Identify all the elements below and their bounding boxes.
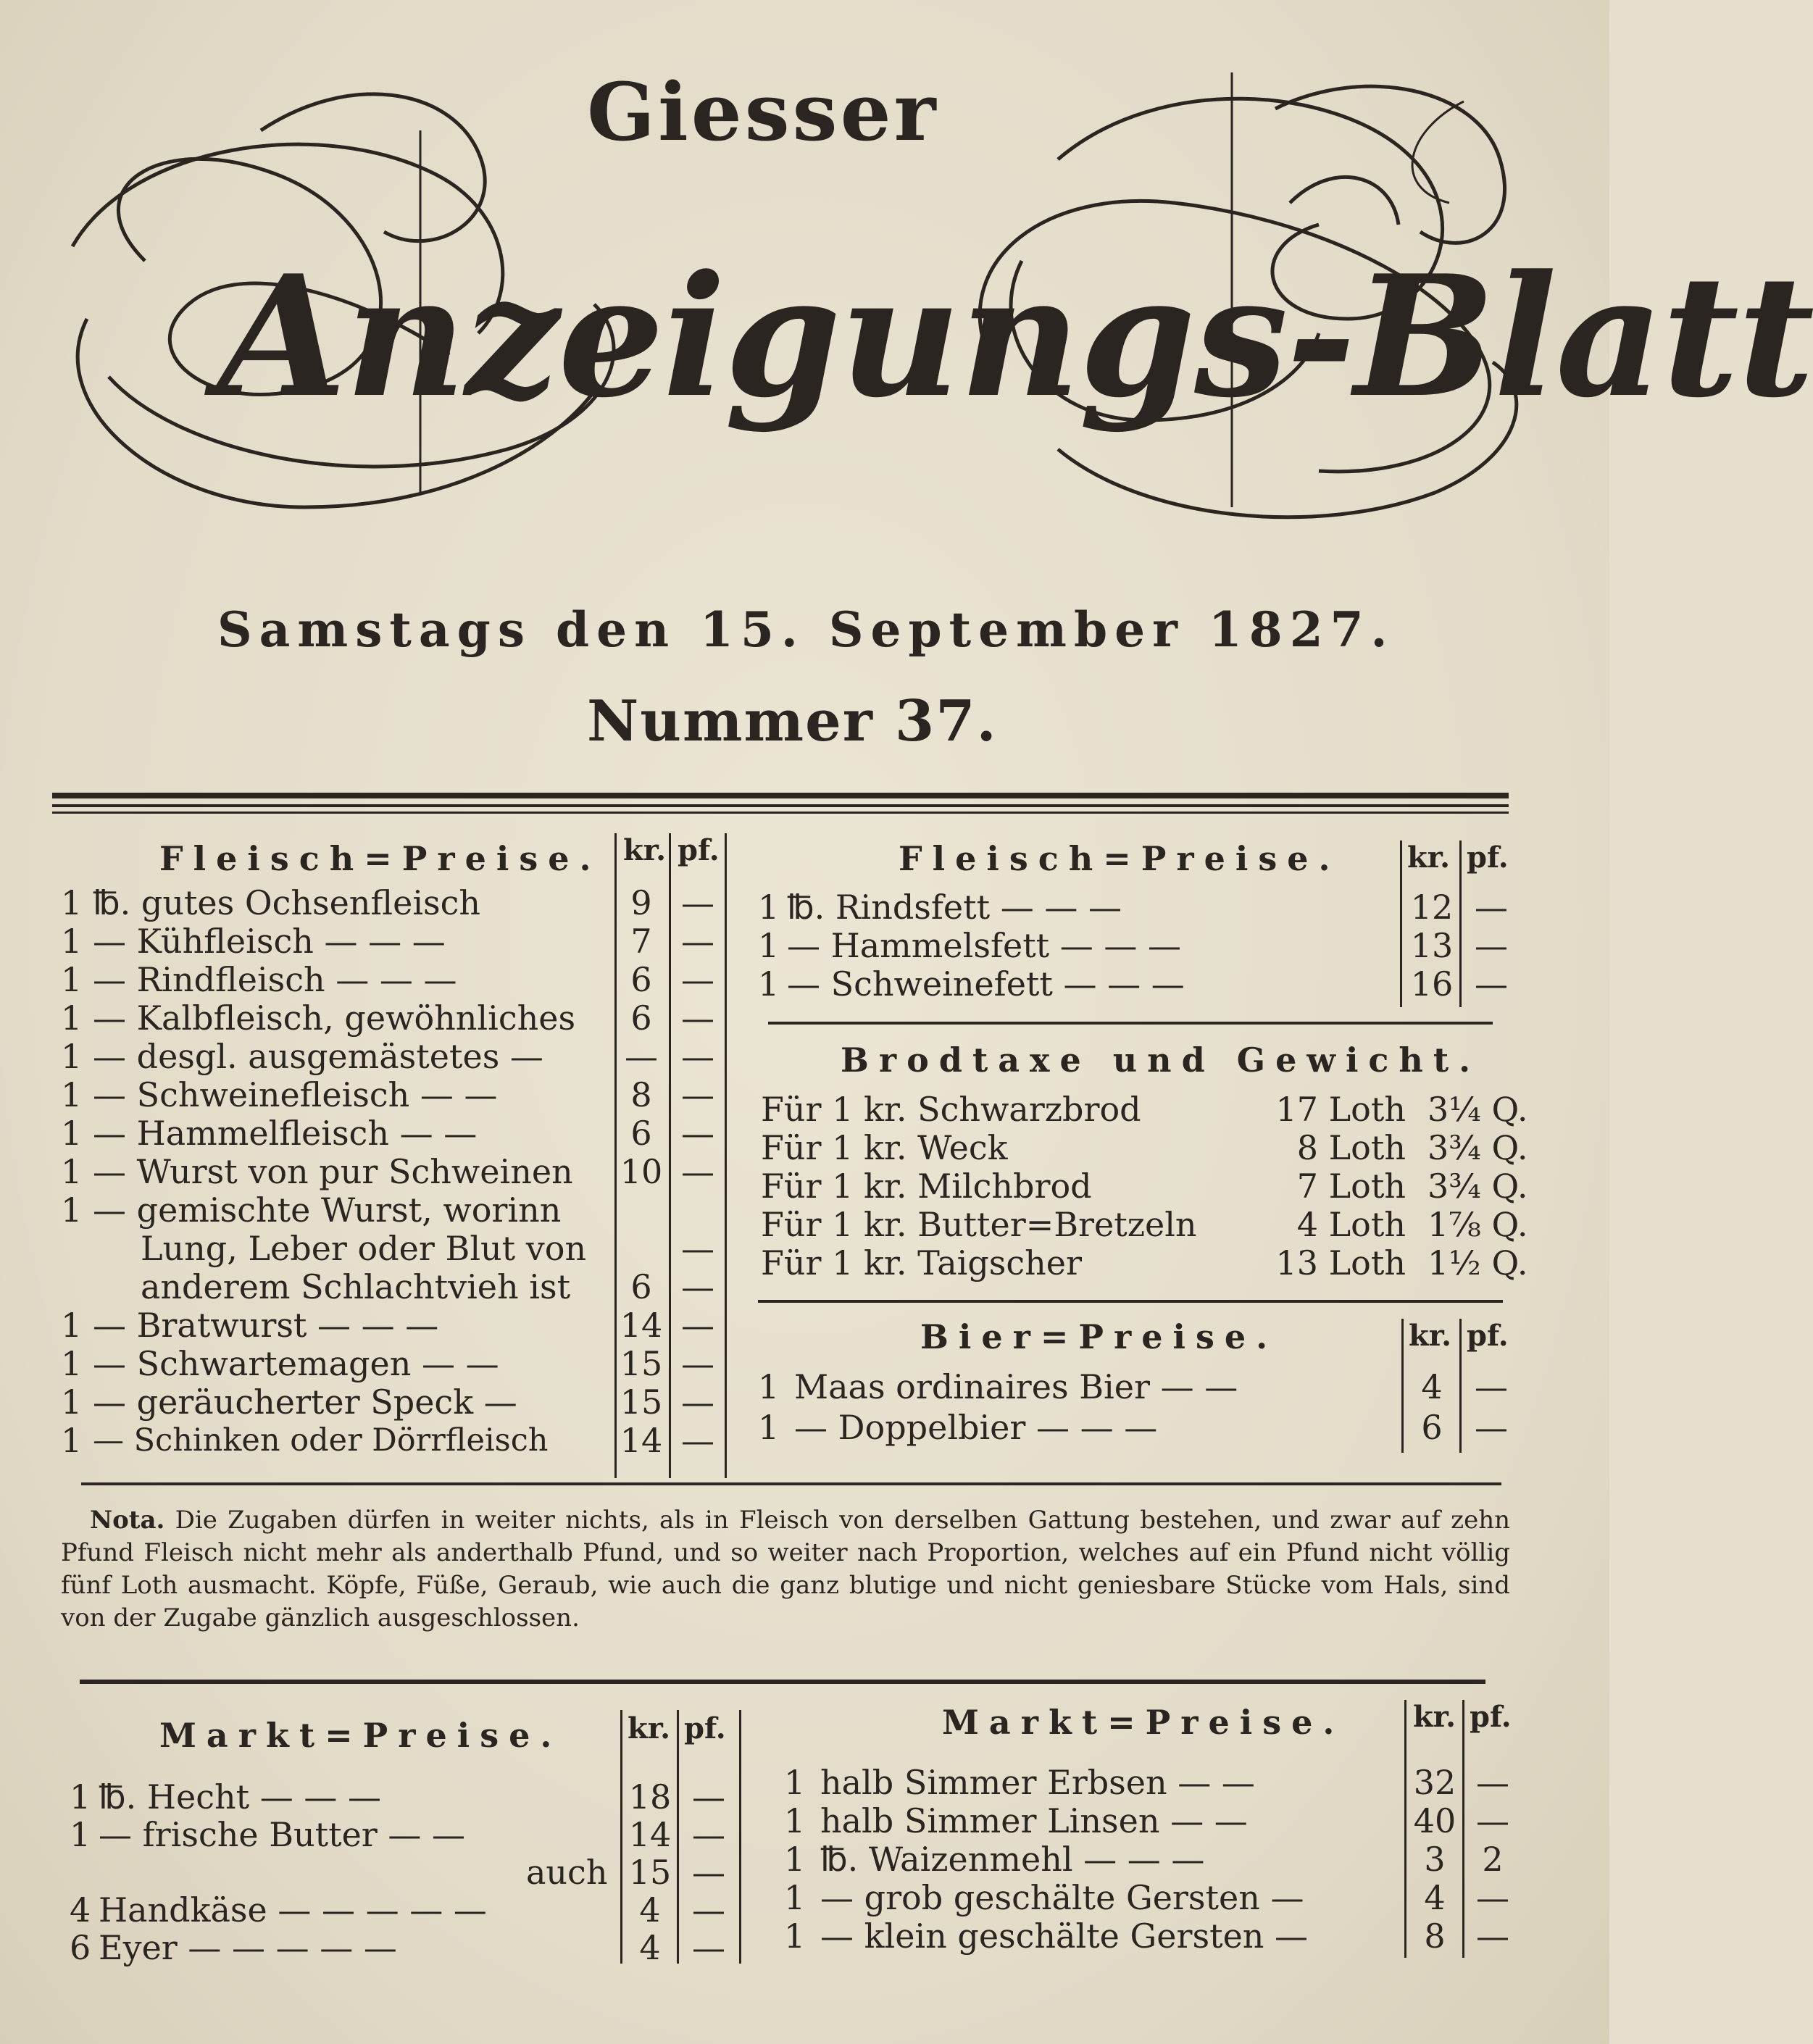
row-qty: 1 (61, 1344, 83, 1383)
row-kr: 4 (639, 1890, 661, 1930)
row-kr: 12 (1410, 888, 1454, 927)
row-item: — Kalbfleisch, gewöhnliches (93, 998, 576, 1038)
masthead-pre-title: Giesser (587, 65, 939, 159)
row-kr: 15 (620, 1382, 663, 1422)
row-pf: — (681, 922, 714, 961)
row-item: Handkäse — — — — — (99, 1890, 487, 1930)
row-item: — Rindfleisch — — — (93, 960, 457, 999)
row-qty: 1 (758, 1367, 780, 1406)
row-qty: 1 (70, 1815, 91, 1854)
meat-right-pf-head: pf. (1467, 840, 1509, 875)
row-item: — Schinken oder Dörrfleisch (93, 1422, 549, 1459)
row-item: ℔. gutes Ochsenfleisch (93, 883, 481, 922)
row-qty: 1 (784, 1878, 806, 1917)
row-kr: 4 (1421, 1367, 1443, 1406)
row-item: halb Simmer Linsen — — (820, 1801, 1248, 1840)
row-pf: — (692, 1928, 725, 1967)
row-item: — geräucherter Speck — (93, 1382, 517, 1422)
meat-left-kr-head: kr. (623, 833, 667, 867)
row-kr: 6 (630, 998, 652, 1038)
bread-loth: 13 Loth (1275, 1243, 1406, 1282)
row-qty: 1 (784, 1916, 806, 1956)
row-qty: 1 (70, 1777, 91, 1816)
row-item: — Doppelbier — — — (794, 1408, 1158, 1447)
market-right-header: Markt=Preise. (942, 1703, 1345, 1742)
row-pf: — (681, 1382, 714, 1422)
row-kr: 14 (628, 1815, 672, 1854)
row-pf: — (681, 1421, 714, 1460)
bread-quint: 1½ Q. (1428, 1243, 1528, 1282)
row-qty: 1 (61, 960, 83, 999)
row-pf: — (681, 1344, 714, 1383)
row-item: Maas ordinaires Bier — — (794, 1367, 1238, 1406)
row-pf: — (681, 1229, 714, 1268)
row-pf: — (1476, 1878, 1509, 1917)
row-kr (614, 1191, 668, 1229)
market-left-kr-head: kr. (628, 1711, 671, 1745)
bread-rule (758, 1300, 1503, 1303)
issue-number: Nummer 37. (587, 688, 998, 754)
row-item: — klein geschälte Gersten — (820, 1916, 1309, 1956)
row-kr: 8 (630, 1075, 652, 1114)
row-kr: 18 (628, 1777, 672, 1816)
row-pf: — (1475, 926, 1508, 965)
meat-left-vline-3 (725, 833, 727, 1478)
row-pf: — (692, 1853, 725, 1892)
row-item: — Kühfleisch — — — (93, 922, 446, 961)
row-item: — Hammelsfett — — — (787, 926, 1182, 965)
row-kr: 4 (639, 1928, 661, 1967)
row-kr: 3 (1424, 1840, 1446, 1879)
row-qty: 1 (61, 1306, 83, 1345)
row-qty: 1 (784, 1763, 806, 1802)
row-kr: 40 (1413, 1801, 1456, 1840)
meat-right-kr-head: kr. (1407, 840, 1451, 875)
row-kr: — (625, 1037, 658, 1076)
bread-item: Für 1 kr. Milchbrod (761, 1167, 1092, 1206)
row-pf: — (1476, 1916, 1509, 1956)
row-pf: — (1476, 1801, 1509, 1840)
row-pf: — (681, 1114, 714, 1153)
row-qty: 1 (758, 1408, 780, 1447)
row-qty: 1 (61, 922, 83, 961)
row-item: anderem Schlachtvieh ist (141, 1267, 571, 1306)
middle-rule (81, 1482, 1501, 1485)
market-right-pf-head: pf. (1470, 1700, 1512, 1734)
market-left-header: Markt=Preise. (159, 1716, 562, 1755)
nota-label: Nota. (90, 1506, 165, 1535)
row-pf: — (681, 1037, 714, 1076)
top-rule (52, 793, 1509, 798)
dateline: Samstags den 15. September 1827. (217, 601, 1395, 658)
row-kr: 7 (630, 922, 652, 961)
row-kr: 10 (620, 1152, 663, 1191)
row-pf: — (1475, 964, 1508, 1004)
row-qty: 1 (61, 998, 83, 1038)
row-kr: 14 (620, 1421, 663, 1460)
meat-left-pf-head: pf. (678, 833, 720, 867)
bread-loth: 7 Loth (1296, 1167, 1406, 1206)
row-item: halb Simmer Erbsen — — (820, 1763, 1255, 1802)
row-qty: 1 (758, 888, 780, 927)
bread-loth: 4 Loth (1296, 1205, 1406, 1244)
bread-quint: 3¾ Q. (1428, 1128, 1528, 1167)
row-qty: 4 (70, 1890, 91, 1930)
row-qty: 1 (61, 883, 83, 922)
row-qty: 1 (61, 1037, 83, 1076)
row-item: — Schwartemagen — — (93, 1344, 499, 1383)
row-kr: 6 (1421, 1408, 1443, 1447)
row-pf: — (692, 1815, 725, 1854)
row-item: Eyer — — — — — (99, 1928, 397, 1967)
row-qty: 1 (61, 1421, 83, 1460)
lower-rule (80, 1680, 1485, 1684)
row-item: — gemischte Wurst, worinn (93, 1190, 562, 1230)
row-item: — desgl. ausgemästetes — (93, 1037, 543, 1076)
row-item: — Bratwurst — — — (93, 1306, 439, 1345)
row-pf: — (681, 1267, 714, 1306)
row-qty: 1 (61, 1075, 83, 1114)
bread-header: Brodtaxe und Gewicht. (841, 1040, 1481, 1080)
row-pf: — (692, 1890, 725, 1930)
row-kr: 6 (630, 960, 652, 999)
bread-quint: 3¾ Q. (1428, 1167, 1528, 1206)
bread-item: Für 1 kr. Butter=Bretzeln (761, 1205, 1197, 1244)
row-kr: 6 (630, 1114, 652, 1153)
row-kr: 32 (1413, 1763, 1456, 1802)
bread-quint: 1⅞ Q. (1428, 1205, 1528, 1244)
row-qty: 1 (61, 1190, 83, 1230)
row-qty: 1 (758, 964, 780, 1004)
row-pf: — (1475, 888, 1508, 927)
row-kr: 13 (1410, 926, 1454, 965)
row-kr (614, 1230, 668, 1267)
bread-loth: 8 Loth (1296, 1128, 1406, 1167)
row-pf: — (692, 1777, 725, 1816)
row-pf: — (681, 1152, 714, 1191)
meat-right-header: Fleisch=Preise. (899, 839, 1341, 878)
bread-item: Für 1 kr. Weck (761, 1128, 1008, 1167)
row-kr: 6 (630, 1267, 652, 1306)
row-item: ℔. Rindsfett — — — (787, 888, 1122, 927)
bread-loth: 17 Loth (1275, 1090, 1406, 1129)
row-pf: — (681, 998, 714, 1038)
row-pf: — (1476, 1763, 1509, 1802)
row-pf: — (1475, 1408, 1508, 1447)
nota-paragraph (61, 1504, 1510, 1635)
row-item: ℔. Hecht — — — (99, 1777, 381, 1816)
row-item: — frische Butter — — (99, 1815, 466, 1854)
row-pf: — (681, 960, 714, 999)
row-pf: — (681, 1306, 714, 1345)
row-pf: 2 (1482, 1840, 1504, 1879)
row-pf: — (681, 883, 714, 922)
market-right-kr-head: kr. (1413, 1700, 1456, 1734)
row-item: — Schweinefleisch — — (93, 1075, 498, 1114)
row-qty: 1 (61, 1152, 83, 1191)
row-item: Lung, Leber oder Blut von (141, 1229, 587, 1268)
market-left-pf-head: pf. (684, 1711, 726, 1745)
bread-item: Für 1 kr. Schwarzbrod (761, 1090, 1141, 1129)
meat-right-vline-1 (1400, 840, 1402, 1007)
meat-right-rule (768, 1022, 1493, 1025)
bread-item: Für 1 kr. Taigscher (761, 1243, 1082, 1282)
meat-left-header: Fleisch=Preise. (159, 839, 601, 878)
row-kr: 15 (628, 1853, 672, 1892)
beer-header: Bier=Preise. (920, 1317, 1278, 1356)
row-item: — Wurst von pur Schweinen (93, 1152, 573, 1191)
row-kr: 15 (620, 1344, 663, 1383)
row-item: ℔. Waizenmehl — — — (820, 1840, 1205, 1879)
row-qty: 1 (758, 926, 780, 965)
row-qty: 1 (784, 1840, 806, 1879)
row-kr: 8 (1424, 1916, 1446, 1956)
row-item: auch (526, 1853, 608, 1892)
row-kr: 9 (630, 883, 652, 922)
masthead-title: Anzeigungs-Blatt (217, 239, 1813, 435)
bread-quint: 3¼ Q. (1428, 1090, 1528, 1129)
row-pf: — (1475, 1367, 1508, 1406)
row-item: — grob geschälte Gersten — (820, 1878, 1304, 1917)
row-kr: 14 (620, 1306, 663, 1345)
row-item: — Schweinefett — — — (787, 964, 1185, 1004)
market-left-vline-2 (677, 1710, 679, 1964)
beer-pf-head: pf. (1467, 1319, 1509, 1353)
row-kr: 16 (1410, 964, 1454, 1004)
row-qty: 1 (784, 1801, 806, 1840)
row-qty: 6 (70, 1928, 91, 1967)
row-pf (671, 1191, 725, 1229)
row-qty: 1 (61, 1382, 83, 1422)
top-rule-thin2 (52, 812, 1509, 814)
row-pf: — (681, 1075, 714, 1114)
row-qty: 1 (61, 1114, 83, 1153)
beer-kr-head: kr. (1409, 1319, 1452, 1353)
top-rule-thin (52, 804, 1509, 807)
row-kr: 4 (1424, 1878, 1446, 1917)
row-item: — Hammelfleisch — — (93, 1114, 478, 1153)
nota-text: Die Zugaben dürfen in weiter nichts, als in Fleisch von derselben Gattung bestehen, und zwar auf zehn Pfund Fleisch nicht mehr als anderthalb Pfund, und so weiter nach Proportion, welches auf ein Pfund nicht völlig fünf Loth ausmacht. Köpfe, Füße, Geraub, wie auch die ganz blutige und nicht geniesbare Stücke vom Hals, sind von der Zugabe gänzlich ausgeschlossen. (61, 1506, 1510, 1632)
market-left-vline-1 (620, 1710, 622, 1964)
market-left-vline-3 (739, 1710, 741, 1964)
